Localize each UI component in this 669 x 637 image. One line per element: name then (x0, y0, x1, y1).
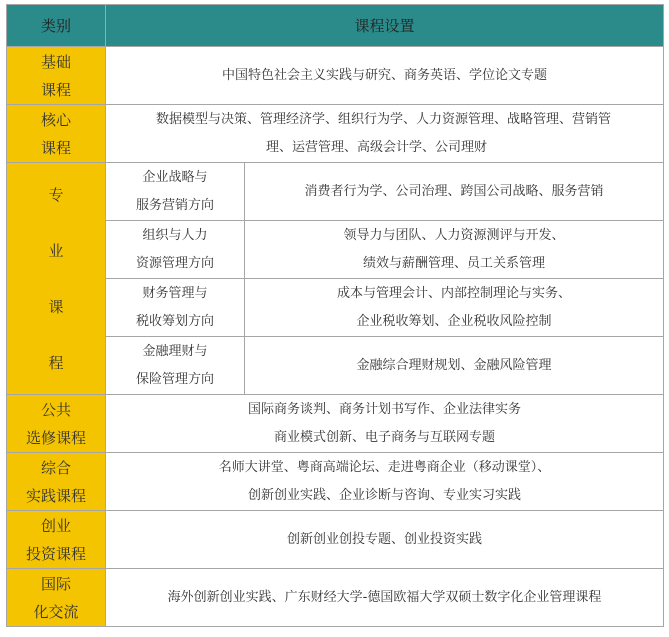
row-practice (7, 453, 664, 511)
row-international (7, 569, 664, 627)
direction-content-1-line-1: 消费者行为学、公司治理、跨国公司战略、服务营销 (304, 183, 604, 199)
content-venture (106, 511, 664, 569)
category-major-char-2: 业 (48, 241, 64, 260)
category-elective (7, 395, 106, 453)
direction-name-4-line-2: 保险管理方向 (135, 371, 214, 387)
direction-content-4 (245, 337, 664, 395)
direction-name-4 (106, 337, 245, 395)
row-major-1 (7, 163, 664, 221)
direction-content-1 (245, 163, 664, 221)
direction-name-1 (106, 163, 245, 221)
category-core-line-2: 课程 (40, 138, 71, 157)
category-international (7, 569, 106, 627)
category-practice (7, 453, 106, 511)
header-settings: 课程设置 (106, 5, 664, 47)
content-practice-line-2: 创新创业实践、企业诊断与咨询、专业实习实践 (248, 487, 522, 503)
row-major-2 (7, 221, 664, 279)
course-table (6, 4, 664, 627)
category-venture-line-1: 创业 (40, 516, 71, 535)
direction-content-3-line-2: 企业税收筹划、企业税收风险控制 (356, 313, 552, 329)
direction-content-2 (245, 221, 664, 279)
category-elective-line-1: 公共 (40, 400, 71, 419)
content-elective-line-1: 国际商务谈判、商务计划书写作、企业法律实务 (248, 401, 522, 417)
content-practice (106, 453, 664, 511)
category-basic-line-2: 课程 (40, 80, 71, 99)
row-major-3 (7, 279, 664, 337)
direction-content-2-line-1: 领导力与团队、人力资源测评与开发、 (343, 227, 565, 243)
direction-name-2-line-1: 组织与人力 (142, 227, 208, 243)
category-international-line-1: 国际 (40, 574, 71, 593)
category-major-char-4: 程 (48, 353, 64, 372)
direction-content-4-line-1: 金融综合理财规划、金融风险管理 (356, 357, 552, 373)
category-core (7, 105, 106, 163)
category-international-line-2: 化交流 (33, 602, 79, 621)
header-category: 类别 (7, 5, 106, 47)
content-elective-line-2: 商业模式创新、电子商务与互联网专题 (274, 429, 496, 445)
direction-name-4-line-1: 金融理财与 (142, 343, 208, 359)
content-elective (106, 395, 664, 453)
category-major-char-3: 课 (48, 297, 64, 316)
category-venture (7, 511, 106, 569)
content-core (106, 105, 664, 163)
direction-name-1-line-1: 企业战略与 (142, 169, 208, 185)
row-venture (7, 511, 664, 569)
content-practice-line-1: 名师大讲堂、粤商高端论坛、走进粤商企业（移动课堂）、 (218, 459, 551, 475)
direction-name-3-line-2: 税收筹划方向 (135, 313, 214, 329)
direction-content-3-line-1: 成本与管理会计、内部控制理论与实务、 (337, 285, 572, 301)
row-core (7, 105, 664, 163)
direction-name-3 (106, 279, 245, 337)
category-practice-line-2: 实践课程 (25, 486, 86, 505)
category-basic-line-1: 基础 (40, 52, 71, 71)
content-basic (106, 47, 664, 105)
row-major-4 (7, 337, 664, 395)
category-core-line-1: 核心 (40, 110, 71, 129)
direction-name-3-line-1: 财务管理与 (142, 285, 208, 301)
direction-content-2-line-2: 绩效与薪酬管理、员工关系管理 (363, 255, 546, 271)
direction-name-2-line-2: 资源管理方向 (135, 255, 214, 271)
row-basic (7, 47, 664, 105)
row-elective (7, 395, 664, 453)
category-practice-line-1: 综合 (40, 458, 71, 477)
direction-name-2 (106, 221, 245, 279)
category-elective-line-2: 选修课程 (25, 428, 86, 447)
category-major (7, 163, 106, 395)
content-venture-line-1: 创新创业创投专题、创业投资实践 (287, 531, 483, 547)
direction-content-3 (245, 279, 664, 337)
content-international (106, 569, 664, 627)
category-major-char-1: 专 (48, 185, 64, 204)
direction-name-1-line-2: 服务营销方向 (135, 197, 214, 213)
category-venture-line-2: 投资课程 (25, 544, 86, 563)
content-core-line-2: 理、运营管理、高级会计学、公司理财 (266, 139, 488, 155)
category-basic (7, 47, 106, 105)
header-row (7, 5, 664, 47)
content-international-line-1: 海外创新创业实践、广东财经大学-德国欧福大学双硕士数字化企业管理课程 (167, 589, 602, 605)
content-basic-line-1: 中国特色社会主义实践与研究、商务英语、学位论文专题 (222, 67, 548, 83)
content-core-line-1: 数据模型与决策、管理经济学、组织行为学、人力资源管理、战略管理、营销管 (156, 111, 612, 127)
